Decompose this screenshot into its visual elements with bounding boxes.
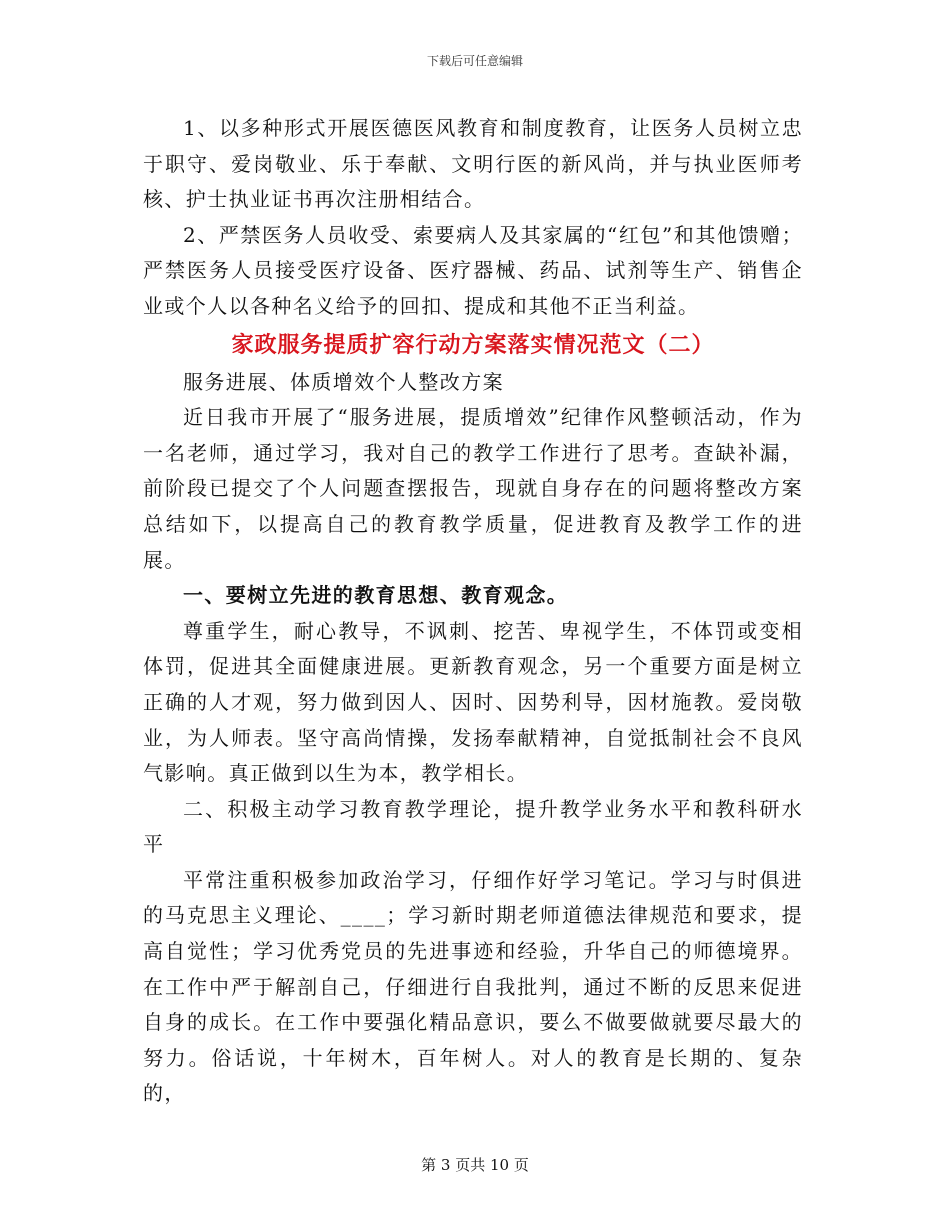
heading-two: 二、积极主动学习教育教学理论，提升教学业务水平和教科研水平: [143, 796, 803, 857]
intro-paragraph: 近日我市开展了“服务进展，提质增效”纪律作风整顿活动，作为一名老师，通过学习，我对自己的教学工作进行了思考。查缺补漏，前阶段已提交了个人问题查摆报告，现就自身存在的问题将整改方案总结如下，以提高自己的教育教学质量，促进教育及教学工作的进展。: [143, 405, 803, 572]
document-body: [143, 111, 803, 1112]
page-header: 下载后可任意编辑: [426, 54, 523, 68]
paragraph-section-one: 尊重学生，耐心教导，不讽刺、挖苦、卑视学生，不体罚或变相体罚，促进其全面健康进展。更新教育观念，另一个重要方面是树立正确的人才观，努力做到因人、因时、因势利导，因材施教。爱岗敬业，为人师表。坚守高尚情操，发扬奉献精神，自觉抵制社会不良风气影响。真正做到以生为本，教学相长。: [143, 618, 803, 786]
paragraph-item-1: 1、以多种形式开展医德医风教育和制度教育，让医务人员树立忠于职守、爱岗敬业、乐于奉献、文明行医的新风尚，并与执业医师考核、护士执业证书再次注册相结合。: [143, 116, 803, 212]
subtitle: 服务进展、体质增效个人整改方案: [183, 369, 504, 394]
heading-one: 一、要树立先进的教育思想、教育观念。: [183, 583, 569, 608]
paragraph-section-two: 平常注重积极参加政治学习，仔细作好学习笔记。学习与时俱进的马克思主义理论、____；学习新时期老师道德法律规范和要求，提高自觉性；学习优秀党员的先进事迹和经验，升华自己的师德境界。在工作中严于解剖自己，仔细进行自我批判，通过不断的反思来促进自身的成长。在工作中要强化精品意识，要么不做要做就要尽最大的努力。俗话说，十年树木，百年树人。对人的教育是长期的、复杂的，: [143, 867, 803, 1106]
page-number: 第 3 页共 10 页: [421, 1156, 529, 1174]
paragraph-item-2: 2、严禁医务人员收受、索要病人及其家属的“红包”和其他馈赠；严禁医务人员接受医疗设备、医疗器械、药品、试剂等生产、销售企业或个人以各种名义给予的回扣、提成和其他不正当利益。: [143, 222, 803, 318]
section-title: 家政服务提质扩容行动方案落实情况范文（二）: [231, 331, 715, 358]
